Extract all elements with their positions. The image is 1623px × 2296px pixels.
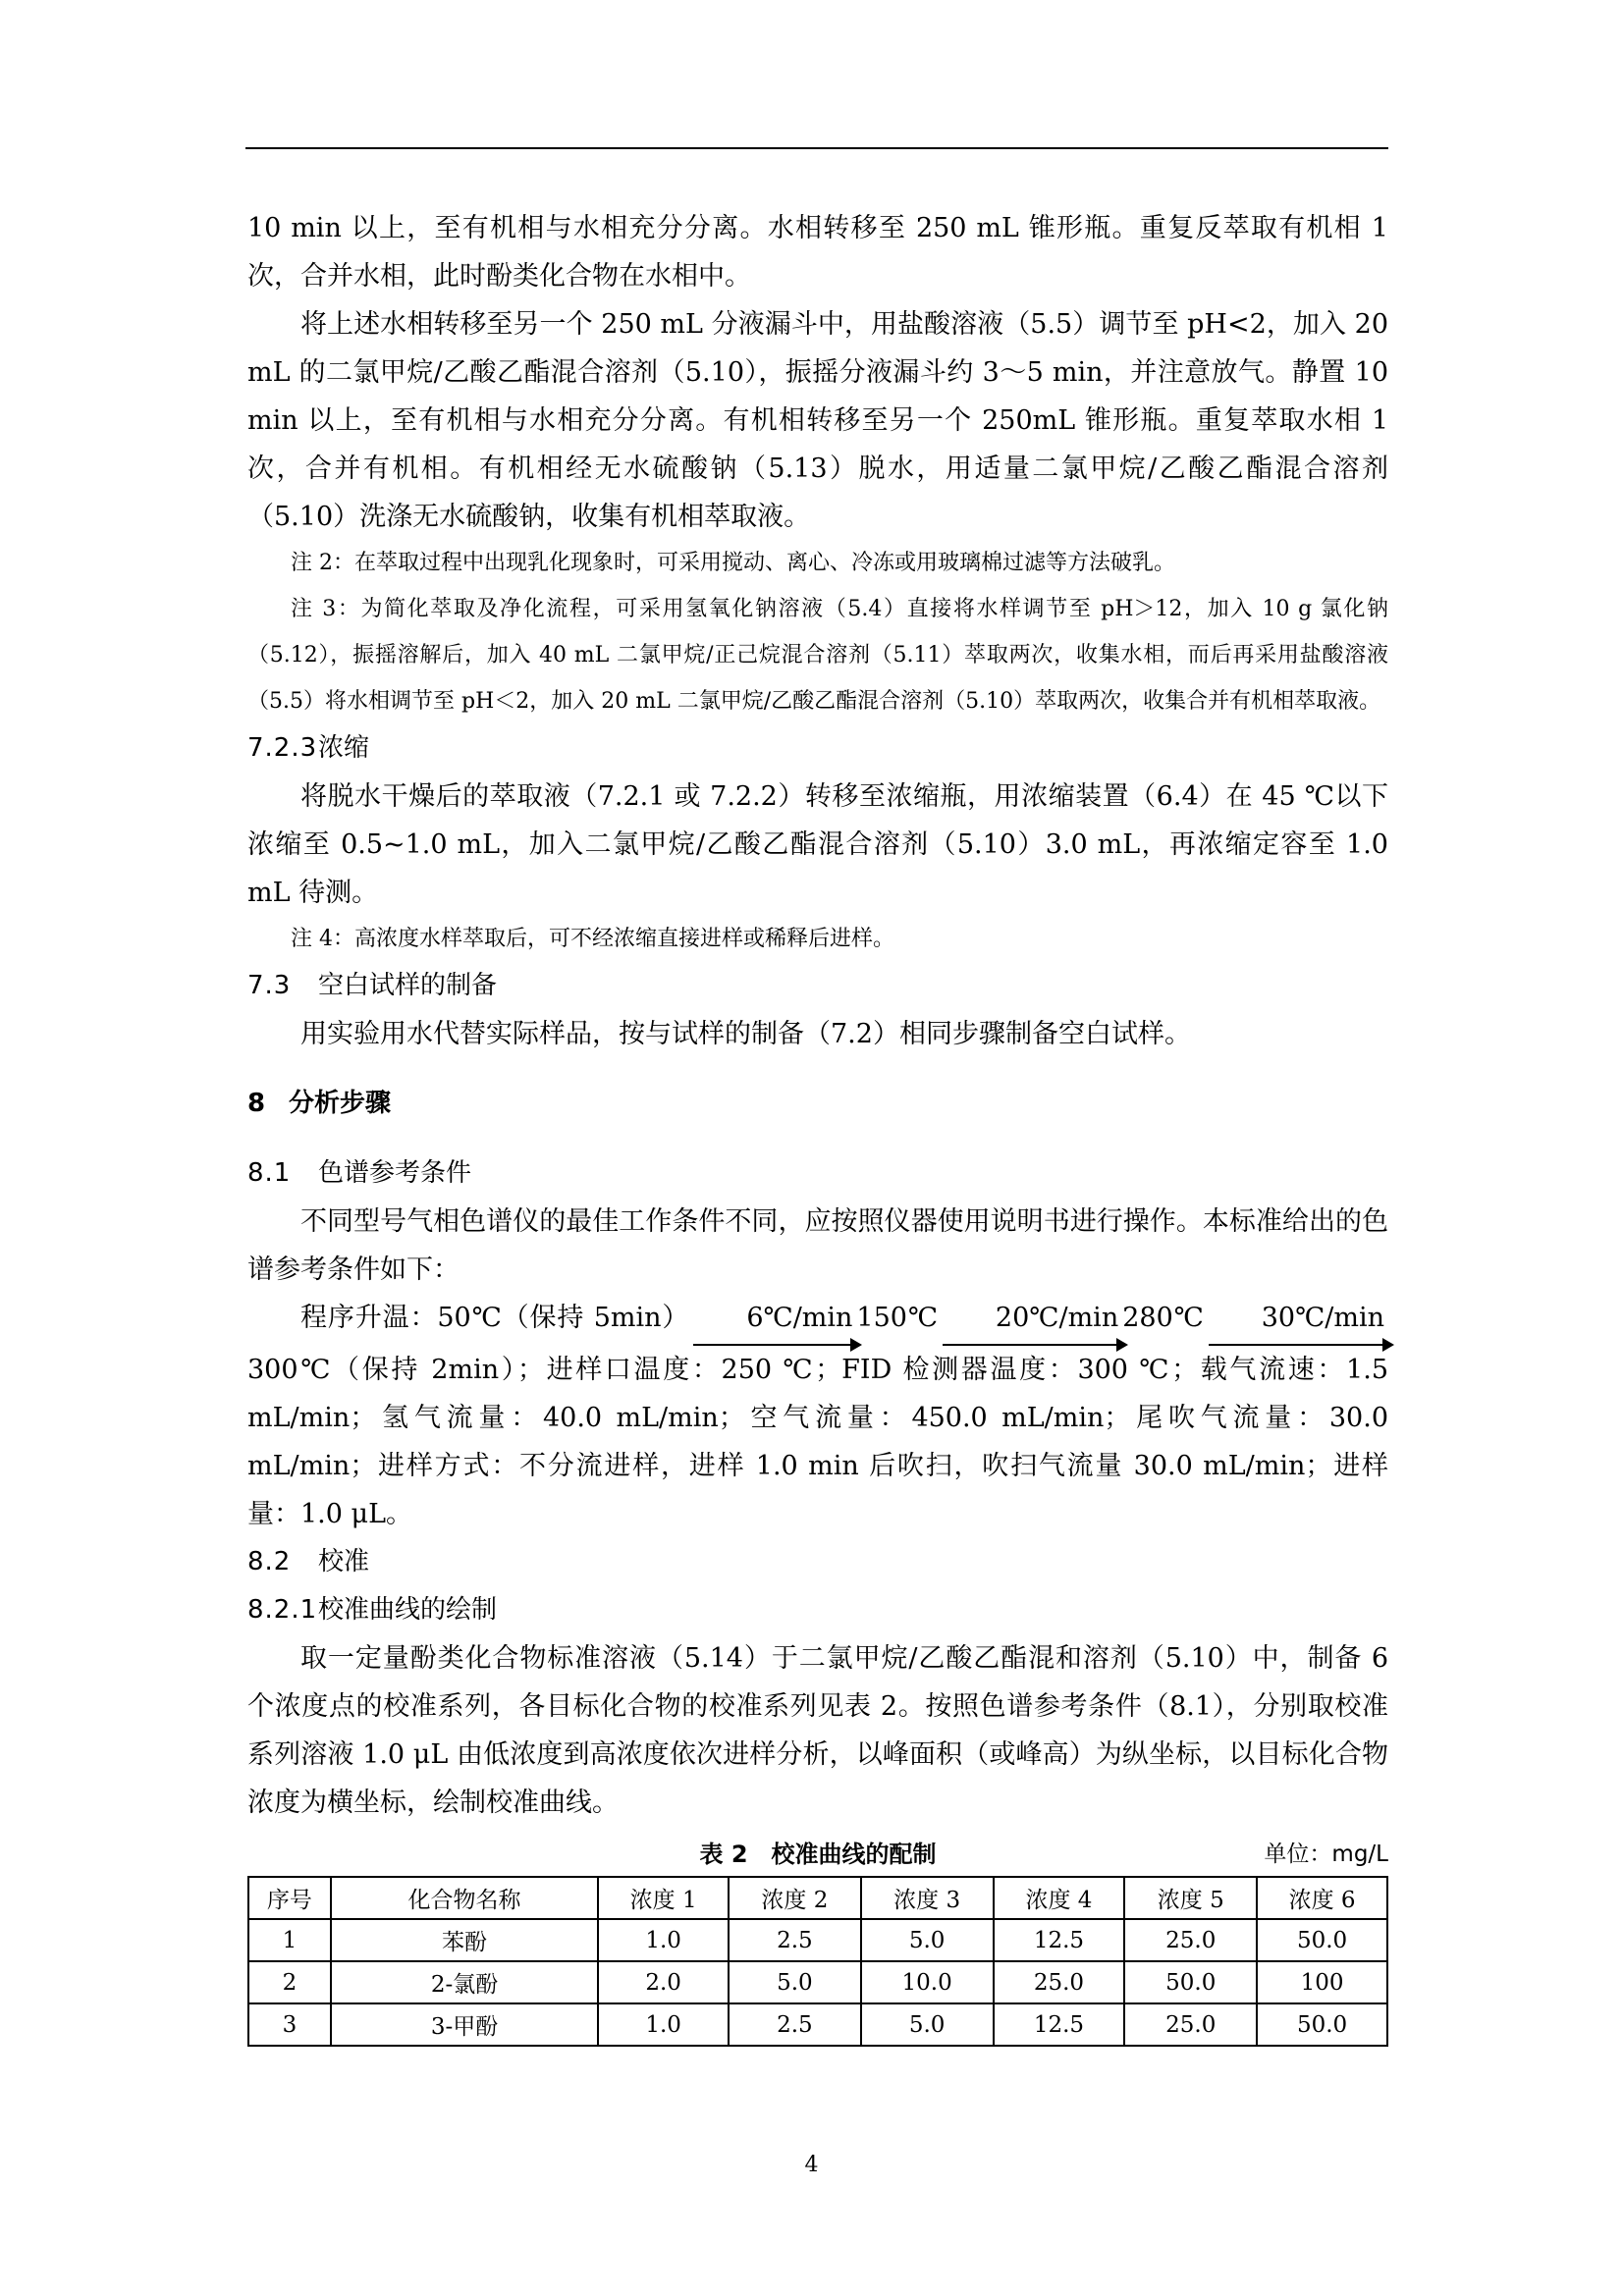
header-rule	[245, 147, 1388, 149]
table-cell: 25.0	[1124, 1919, 1257, 1961]
section-title: 色谱参考条件	[318, 1158, 472, 1188]
table-cell: 苯酚	[331, 1919, 598, 1961]
table-cell: 3	[248, 2003, 331, 2046]
paragraph-continued: 10 min 以上，至有机相与水相充分分离。水相转移至 250 mL 锥形瓶。重复反萃取有机相 1 次，合并水相，此时酚类化合物在水相中。	[247, 213, 1388, 292]
section-heading-8-2	[247, 1538, 1388, 1586]
section-number: 8	[247, 1089, 267, 1118]
table-cell: 1	[248, 1919, 331, 1961]
section-number: 8.1	[247, 1158, 292, 1188]
paragraph-chromatography-intro: 不同型号气相色谱仪的最佳工作条件不同，应按照仪器使用说明书进行操作。本标准给出的色谱参考条件如下：	[247, 1206, 1388, 1285]
section-number: 7.2.3	[247, 733, 318, 763]
table-cell: 2.5	[729, 1919, 861, 1961]
section-title: 校准曲线的绘制	[318, 1595, 498, 1625]
table-cell: 1.0	[598, 1919, 729, 1961]
table-cell: 2-氯酚	[331, 1961, 598, 2003]
table-cell: 25.0	[1124, 2003, 1257, 2046]
table-cell: 5.0	[729, 1961, 861, 2003]
table-cell: 3-甲酚	[331, 2003, 598, 2046]
note-4: 注 4：高浓度水样萃取后，可不经浓缩直接进样或稀释后进样。	[291, 927, 894, 951]
section-title: 校准	[318, 1547, 370, 1576]
table-header-cell: 序号	[248, 1877, 331, 1919]
table-cell: 12.5	[994, 1919, 1125, 1961]
section-heading-8-2-1	[247, 1586, 1388, 1634]
paragraph-temperature-program	[247, 1294, 1388, 1538]
table-header-cell: 浓度 2	[729, 1877, 861, 1919]
table-cell: 2.0	[598, 1961, 729, 2003]
table-cell: 10.0	[861, 1961, 994, 2003]
section-number: 7.3	[247, 971, 292, 1000]
table-title: 表 2 校准曲线的配制	[699, 1841, 937, 1868]
section-heading-7-2-3	[247, 724, 1388, 773]
table-cell: 1.0	[598, 2003, 729, 2046]
table-cell: 50.0	[1257, 2003, 1387, 2046]
note-3: 注 3：为简化萃取及净化流程，可采用氢氧化钠溶液（5.4）直接将水样调节至 pH＞12，加入 10 g 氯化钠（5.12），振摇溶解后，加入 40 mL 二氯甲烷/正己烷混合溶剂（5.11）萃取两次，收集水相，而后再采用盐酸溶液（5.5）将水相调节至 pH＜2，加入 20 mL 二氯甲烷/乙酸乙酯混合溶剂（5.10）萃取两次，收集合并有机相萃取液。	[247, 597, 1388, 714]
ramp-arrow-1: 6℃/min	[693, 1294, 852, 1346]
calibration-table	[247, 1876, 1388, 2047]
table-cell: 50.0	[1124, 1961, 1257, 2003]
table-cell: 2.5	[729, 2003, 861, 2046]
ramp-arrow-3: 30℃/min	[1209, 1294, 1384, 1346]
table-cell: 25.0	[994, 1961, 1125, 2003]
page-number: 4	[804, 2153, 819, 2177]
table-cell: 2	[248, 1961, 331, 2003]
program-step-1: 程序升温：50℃（保持 5min）	[300, 1303, 690, 1333]
section-number: 8.2.1	[247, 1595, 318, 1625]
table-row	[248, 1961, 1387, 2003]
table-cell: 100	[1257, 1961, 1387, 2003]
section-heading-8-1	[247, 1149, 1388, 1198]
table-header-cell: 浓度 5	[1124, 1877, 1257, 1919]
paragraph-calibration: 取一定量酚类化合物标准溶液（5.14）于二氯甲烷/乙酸乙酯混和溶剂（5.10）中，制备 6 个浓度点的校准系列，各目标化合物的校准系列见表 2。按照色谱参考条件（8.1），分别取校准系列溶液 1.0 μL 由低浓度到高浓度依次进样分析，以峰面积（或峰高）为纵坐标，以目标化合物浓度为横坐标，绘制校准曲线。	[247, 1643, 1388, 1818]
table-header-cell: 浓度 1	[598, 1877, 729, 1919]
page-content	[247, 204, 1388, 2047]
table-header-cell: 化合物名称	[331, 1877, 598, 1919]
table-header-cell: 浓度 3	[861, 1877, 994, 1919]
section-heading-8	[247, 1080, 1388, 1128]
table-cell: 12.5	[994, 2003, 1125, 2046]
table-cell: 50.0	[1257, 1919, 1387, 1961]
section-heading-7-3	[247, 962, 1388, 1010]
section-title: 浓缩	[318, 733, 370, 763]
ramp-arrow-2: 20℃/min	[943, 1294, 1118, 1346]
paragraph-back-extraction: 将上述水相转移至另一个 250 mL 分液漏斗中，用盐酸溶液（5.5）调节至 pH<2，加入 20 mL 的二氯甲烷/乙酸乙酯混合溶剂（5.10），振摇分液漏斗约 3～5 min，并注意放气。静置 10 min 以上，至有机相与水相充分分离。有机相转移至另一个 250mL 锥形瓶。重复萃取水相 1 次，合并有机相。有机相经无水硫酸钠（5.13）脱水，用适量二氯甲烷/乙酸乙酯混合溶剂（5.10）洗涤无水硫酸钠，收集有机相萃取液。	[247, 309, 1388, 532]
table-cell: 5.0	[861, 2003, 994, 2046]
program-step-3: 280℃	[1122, 1303, 1205, 1333]
table-header-cell: 浓度 4	[994, 1877, 1125, 1919]
section-number: 8.2	[247, 1547, 292, 1576]
table-cell: 5.0	[861, 1919, 994, 1961]
table-row	[248, 2003, 1387, 2046]
program-step-4: 300℃（保持 2min）；进样口温度：250 ℃；FID 检测器温度：300 ℃；载气流速：1.5 mL/min；氢气流量：40.0 mL/min；空气流量：450.0 mL/min；尾吹气流量：30.0 mL/min；进样方式：不分流进样，进样 1.0 min 后吹扫，吹扫气流量 30.0 mL/min；进样量：1.0 μL。	[247, 1355, 1388, 1529]
program-step-2: 150℃	[856, 1303, 939, 1333]
section-title: 分析步骤	[289, 1089, 392, 1118]
table-caption	[247, 1833, 1388, 1876]
section-title: 空白试样的制备	[318, 971, 498, 1000]
note-2: 注 2：在萃取过程中出现乳化现象时，可采用搅动、离心、冷冻或用玻璃棉过滤等方法破乳。	[291, 551, 1175, 575]
table-header-cell: 浓度 6	[1257, 1877, 1387, 1919]
table-row	[248, 1919, 1387, 1961]
table-unit: 单位：mg/L	[1264, 1842, 1388, 1867]
paragraph-blank-sample: 用实验用水代替实际样品，按与试样的制备（7.2）相同步骤制备空白试样。	[300, 1019, 1191, 1049]
paragraph-concentration: 将脱水干燥后的萃取液（7.2.1 或 7.2.2）转移至浓缩瓶，用浓缩装置（6.4）在 45 ℃以下浓缩至 0.5~1.0 mL，加入二氯甲烷/乙酸乙酯混合溶剂（5.10）3.0 mL，再浓缩定容至 1.0 mL 待测。	[247, 781, 1388, 908]
table-header-row	[248, 1877, 1387, 1919]
